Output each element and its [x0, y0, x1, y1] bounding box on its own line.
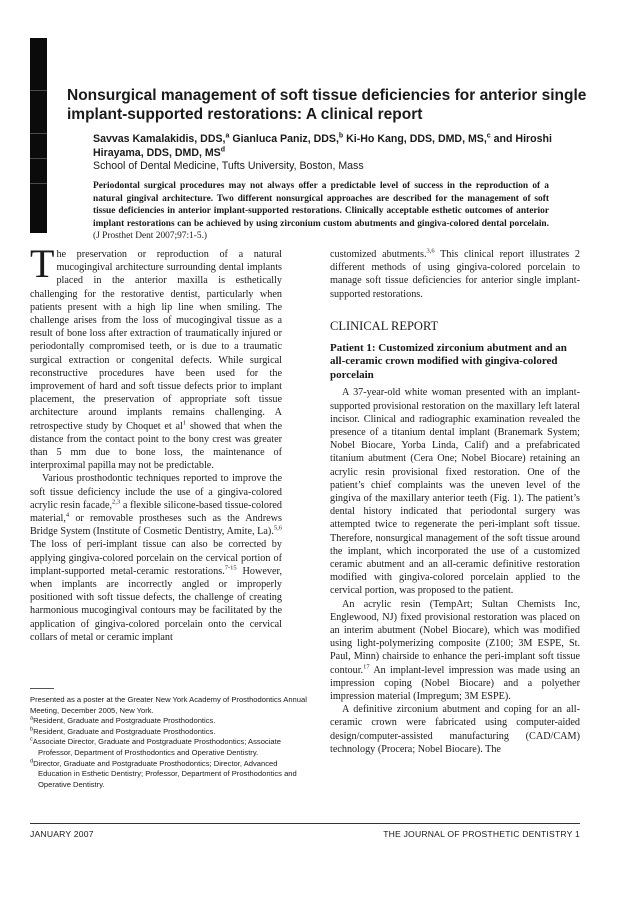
- footnote-rule: [30, 688, 54, 689]
- intro-text-2a: Various prosthodontic techniques reported to improve the soft tissue deficiency include the use of a gingiva-colored acrylic resin facade,: [30, 473, 282, 511]
- intro-paragraph-1: [30, 241, 282, 472]
- footnote-a: [30, 716, 310, 727]
- citation-sup: 4: [65, 511, 70, 519]
- citation-sup: 17: [363, 663, 370, 671]
- footnote-b-mark: b: [30, 726, 34, 733]
- left-column: [30, 241, 283, 644]
- author-4-sup: d: [220, 145, 226, 153]
- section-tab-bar: [30, 38, 47, 233]
- drop-cap: T: [30, 241, 55, 286]
- intro-text-2d: The loss of peri-implant tissue can also be corrected by applying gingiva-colored porcelain on the cervical portion of implant-supported metal-ceramic restorations.: [30, 539, 282, 577]
- right-column: [330, 248, 580, 756]
- intro-paragraph-2: [30, 472, 282, 644]
- intro-text-1b: showed that when the distance from the contact point to the bony crest was greater than 5 mm due to bone loss, the maintenance of interproximal papilla may not be predictable.: [30, 420, 282, 472]
- intro-text-2e: However, when implants are incorrectly angled or improperly positioned with soft tissue defects, the challenge of creating harmonious mucogingival contours may be facilitated by the application of gingiva-colored porcelain onto the cervical collars of metal or ceramic implant: [30, 565, 283, 643]
- abstract-text: Periodontal surgical procedures may not always offer a predictable level of success in the reproduction of a natural gingival architecture. Two different nonsurgical approaches are described for the management of soft tissue deficiencies in anterior implant-supported restorations. Clinically acceptable esthetic outcomes of anterior implant restorations can be achieved by using zirconium custom abutments and gingiva-colored dental porcelain.: [93, 181, 549, 229]
- author-1-sup: a: [225, 132, 230, 140]
- footnote-presented: Presented as a poster at the Greater New York Academy of Prosthodontics Annual Meeting, December 2005, New York.: [30, 695, 307, 715]
- subsection-heading: Patient 1: Customized zirconium abutment and an all-ceramic crown modified with gingiva-colored porcelain: [330, 341, 567, 381]
- abstract: [93, 180, 549, 243]
- author-3: Ki-Ho Kang, DDS, DMD, MS,: [343, 133, 487, 145]
- author-1: Savvas Kamalakidis, DDS,: [93, 133, 226, 145]
- right-text-1b: This clinical report illustrates 2 different methods of using gingiva-colored porcelain to manage soft tissue deficiencies for anterior single implant-supported restorations.: [330, 249, 581, 300]
- footnote-c: [30, 737, 310, 758]
- footnote-d-mark: d: [30, 758, 34, 765]
- report-paragraph-2: [330, 598, 580, 704]
- right-text-1a: customized abutments.: [330, 249, 427, 260]
- report-text-1b: . The patient’s dental history indicated that periodontal surgery was attempted twice to regenerate the peri-implant soft tissue. Therefore, nonsurgical management of the soft tissue around the implant, which incorporated the use of a customized ceramic abutment and an all-ceramic definitive restoration modified with gingiva-colored porcelain applied to the cervical portion, was proposed to the patient.: [330, 492, 580, 597]
- author-4: and Hiroshi Hirayama, DDS, DMD, MS: [93, 133, 552, 159]
- author-3-sup: c: [486, 132, 491, 140]
- citation-sup: 1: [182, 419, 187, 427]
- footer-date: JANUARY 2007: [30, 829, 94, 839]
- footnote-d-text: Director, Graduate and Postgraduate Prosthodontics; Director, Advanced Education in Esthetic Dentistry; Professor, Department of Prosthodontics and Operative Dentistry.: [33, 758, 297, 789]
- author-list: [93, 133, 603, 160]
- author-2-sup: b: [338, 132, 344, 140]
- footnote-b-text: Resident, Graduate and Postgraduate Prosthodontics.: [33, 726, 216, 736]
- footer-rule: [30, 823, 580, 824]
- report-paragraph-3: A definitive zirconium abutment and coping for an all-ceramic crown were fabricated using computer-aided design/computer-assisted manufacturing (CAD/CAM) technology (Procera; Nobel Biocare). The: [330, 704, 580, 755]
- footnote-c-text: Associate Director, Graduate and Postgraduate Prosthodontics; Associate Professor, Department of Prosthodontics and Operative Dentistry.: [32, 737, 281, 757]
- intro-text-1a: he preservation or reproduction of a natural mucogingival architecture surrounding dental implants placed in the anterior maxilla is esthetically challenging for the restorative dentist, particularly when patients present with a high lip line when smiling. The challenge arises from the loss of mucogingival tissue as a result of bone loss after extraction of traumatically injured or periodontally compromised teeth, or is due to a traumatic surgical extraction or congenital defects. While surgical reconstructive procedures have been used for the improvement of hard and soft tissue defects prior to implant placement, the preservation of appropriate soft tissue architecture around implants remains challenging. A retrospective study by Choquet et al: [30, 249, 282, 432]
- footnote-a-mark: a: [30, 715, 34, 722]
- report-paragraph-1: [330, 386, 580, 597]
- tab-notch: [30, 133, 47, 134]
- report-text-2b: An implant-level impression was made using an impression coping (Nobel Biocare) and a polyether impression material (Impregum; 3M ESPE).: [330, 664, 580, 702]
- article-title: Nonsurgical management of soft tissue deficiencies for anterior single implant-supported restorations: A clinical report: [67, 87, 587, 123]
- citation-sup: 5,6: [273, 524, 282, 532]
- footnotes: [30, 695, 310, 790]
- citation-sup: 2,3: [112, 498, 121, 506]
- footnote-d: [30, 759, 310, 791]
- section-heading: CLINICAL REPORT: [330, 318, 439, 333]
- footnote-c-mark: c: [30, 736, 33, 743]
- footnote-b: [30, 727, 310, 738]
- intro-paragraph-3: [330, 248, 580, 301]
- affiliation: School of Dental Medicine, Tufts University, Boston, Mass: [93, 160, 364, 172]
- tab-notch: [30, 183, 47, 184]
- intro-text-2c: or removable prostheses such as the Andrews Bridge System (Institute of Cosmetic Dentistry, Amite, La).: [30, 513, 282, 538]
- intro-text-2b: a flexible silicone-based tissue-colored material,: [30, 499, 282, 525]
- abstract-citation: (J Prosthet Dent 2007;97:1-5.): [93, 231, 208, 241]
- figure-reference[interactable]: (Fig. 1): [490, 492, 522, 504]
- tab-notch: [30, 90, 47, 91]
- footer-journal-page: THE JOURNAL OF PROSTHETIC DENTISTRY 1: [383, 829, 580, 839]
- author-2: Gianluca Paniz, DDS,: [229, 133, 339, 145]
- report-text-2a: An acrylic resin (TempArt; Sultan Chemists Inc, Englewood, NJ) fixed provisional restoration was placed on an interim abutment (Nobel Biocare), which was modified using light-polymerizing composite (Z100; 3M ESPE, St. Paul, Minn) chairside to enhance the peri-implant soft tissue contour.: [330, 598, 580, 676]
- citation-sup: 3,6: [426, 247, 435, 255]
- footnote-a-text: Resident, Graduate and Postgraduate Prosthodontics.: [33, 716, 216, 726]
- citation-sup: 7-15: [224, 564, 237, 572]
- report-text-1a: A 37-year-old white woman presented with an implant-supported provisional restoration on the maxillary left lateral incisor. Clinical and radiographic examination revealed the presence of a titanium dental implant (Branemark System; Nobel Biocare, Yorba Linda, Calif) and a prefabricated titanium abutment (Cera One; Nobel Biocare) retaining an acrylic resin provisional fixed restoration. One of the patient’s chief complaints was the uneven level of the gingiva of the maxillary anterior teeth: [330, 387, 580, 504]
- tab-notch: [30, 158, 47, 159]
